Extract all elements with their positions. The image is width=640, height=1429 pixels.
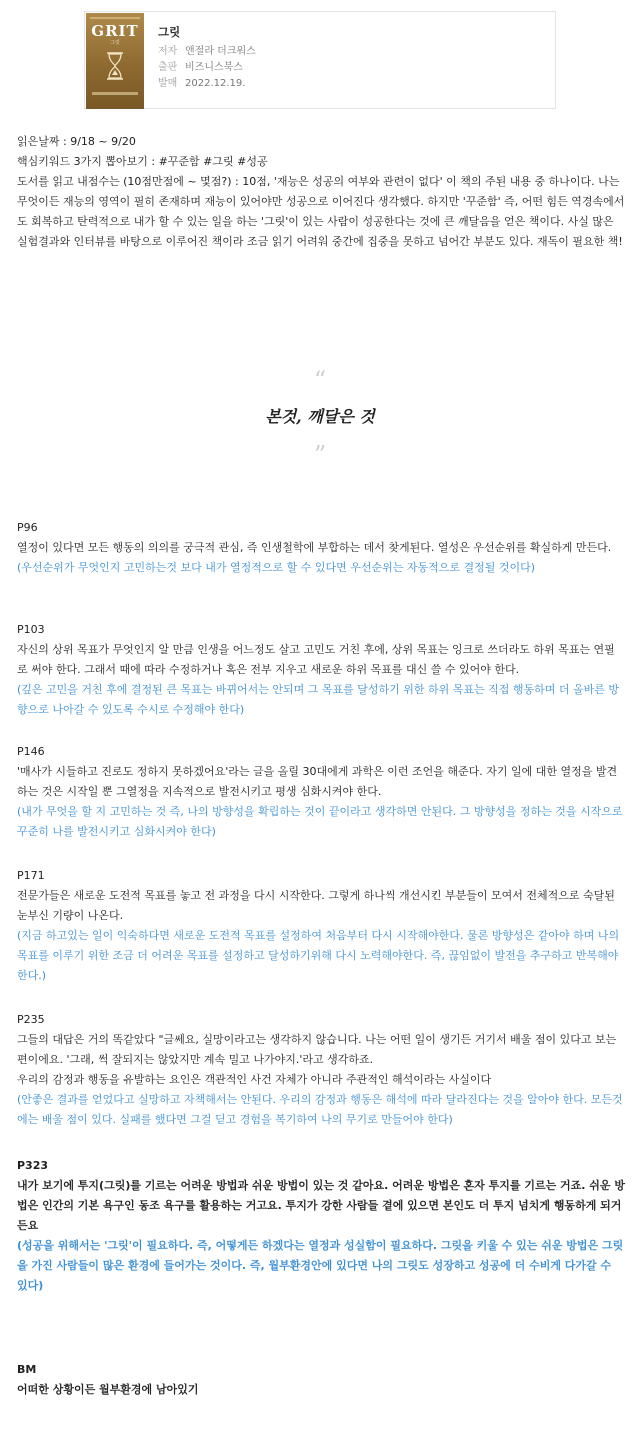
date-value: 2022.12.19. [185, 78, 246, 89]
bm-text: 어떠한 상황이든 월부환경에 남아있기 [17, 1383, 199, 1396]
excerpt-text: 그들의 대답은 거의 똑같았다 "글쎄요, 실망이라고는 생각하지 않습니다. 나는 어떤 일이 생기든 거기서 배울 점이 있다고 보는 편이에요. '그래, 썩 잘되지는 않았지만 계속 밀고 나가야지.'라고 생각하죠. [17, 1033, 617, 1066]
section-p146 [17, 742, 625, 842]
bm-label: BM [17, 1363, 37, 1376]
reflection-note: (깊은 고민을 거친 후에 결정된 큰 목표는 바뀌어서는 안되며 그 목표를 달성하기 위한 하위 목표는 직접 행동하며 더 올바른 방향으로 나아갈 수 있도록 수시로 수정해야 한다) [17, 683, 620, 716]
section-p235 [17, 1010, 625, 1130]
cover-decoration [90, 17, 140, 19]
cover-decoration [92, 92, 138, 95]
date-label: 발매 [158, 78, 178, 89]
reflection-note: (우선순위가 무엇인지 고민하는것 보다 내가 열정적으로 할 수 있다면 우선순위는 자동적으로 결정될 것이다) [17, 561, 536, 574]
page-number: P323 [17, 1159, 49, 1172]
book-info [158, 24, 256, 92]
quote-heading: 본것, 깨달은 것 [265, 407, 375, 426]
publisher-value: 비즈니스북스 [185, 62, 243, 73]
book-card[interactable] [84, 11, 556, 109]
book-title[interactable]: 그릿 [158, 25, 181, 39]
cover-title: GRIT [91, 22, 139, 40]
excerpt-text: 전문가들은 새로운 도전적 목표를 놓고 전 과정을 다시 시작한다. 그렇게 하나씩 개선시킨 부분들이 모여서 전체적으로 숙달된 눈부신 기량이 나온다. [17, 889, 615, 922]
cover-subtitle: 그릿 [110, 40, 120, 46]
excerpt-text: 내가 보기에 투지(그릿)를 기르는 어려운 방법과 쉬운 방법이 있는 것 같아요. 어려운 방법은 혼자 투지를 기르는 거죠. 쉬운 방법은 인간의 기본 욕구인 동조 욕구를 활용하는 거고요. 투지가 강한 사람들 곁에 있으면 본인도 더 투지 넘치게 행동하게 되거든요 [17, 1179, 626, 1232]
reflection-note: (안좋은 결과를 얻었다고 실망하고 자책해서는 안된다. 우리의 감정과 행동은 해석에 따라 달라진다는 것을 알아야 한다. 모든것에는 배울 점이 있다. 실패를 했다면 그걸 딛고 경험을 복기하여 나의 무기로 만들어야 한다) [17, 1093, 623, 1126]
book-author-row [158, 44, 256, 60]
page-number: P235 [17, 1013, 45, 1026]
keywords: 핵심키워드 3가지 뽑아보기 : #꾸준함 #그릿 #성공 [17, 155, 268, 168]
excerpt-text: 열정이 있다면 모든 행동의 의의를 궁극적 관심, 즉 인생철학에 부합하는 데서 찾게된다. 열성은 우선순위를 확실하게 만든다. [17, 541, 612, 554]
quote-block [0, 366, 640, 469]
book-publisher-row [158, 60, 256, 76]
page-number: P96 [17, 521, 38, 534]
reflection-note: (내가 무엇을 할 지 고민하는 것 즉, 나의 방향성을 확립하는 것이 끝이라고 생각하면 안된다. 그 방향성을 정하는 것을 시작으로 꾸준히 나를 발전시키고 심화시켜야 한다) [17, 805, 623, 838]
section-p96 [17, 518, 625, 578]
book-date-row [158, 76, 256, 92]
hourglass-icon [104, 51, 126, 81]
page-number: P146 [17, 745, 45, 758]
review-text: 도서를 읽고 내점수는 (10점만점에 ~ 몇점?) : 10점, '재능은 성공의 여부와 관련이 없다' 이 책의 주된 내용 중 하나이다. 나는 무엇이든 재능의 영역이 필히 존재하며 재능이 있어야만 성공으로 이어진다 생각했다. 하지만 '꾸준함' 즉, 어떤 힘든 역경속에서도 회복하고 탄력적으로 내가 할 수 있는 일을 하는 '그릿'이 있는 사람이 성공한다는 것에 큰 깨달음을 얻은 책이다. 사실 많은 실험결과와 인터뷰를 바탕으로 이루어진 책이라 조금 읽기 어려워 중간에 집중을 못하고 넘어간 부분도 있다. 재독이 필요한 책! [17, 175, 625, 248]
page-number: P171 [17, 869, 45, 882]
excerpt-text: '매사가 시들하고 진로도 정하지 못하겠어요'라는 글을 올릴 30대에게 과학은 이런 조언을 해준다. 자기 일에 대한 열정을 발견하는 것은 시작일 뿐 그열정을 지속적으로 발전시키고 평생 심화시켜야 한다. [17, 765, 618, 798]
excerpt-text: 자신의 상위 목표가 무엇인지 알 만큼 인생을 어느정도 살고 고민도 거친 후에, 상위 목표는 잉크로 쓰더라도 하위 목표는 연필로 써야 한다. 그래서 때에 따라 수정하거나 혹은 전부 지우고 새로운 하위 목표를 대신 쓸 수 있어야 한다. [17, 643, 615, 676]
intro-section [17, 132, 625, 252]
close-quote-icon: ” [313, 441, 327, 469]
section-p171 [17, 866, 625, 986]
open-quote-icon: “ [313, 366, 327, 394]
page-number: P103 [17, 623, 45, 636]
section-bm [17, 1360, 625, 1400]
section-p323 [17, 1156, 625, 1296]
read-date: 읽은날짜 : 9/18 ~ 9/20 [17, 135, 136, 148]
reflection-note: (성공을 위해서는 '그릿'이 필요하다. 즉, 어떻게든 하겠다는 열정과 성실함이 필요하다. 그릿을 키울 수 있는 쉬운 방법은 그릿을 가진 사람들이 많은 환경에 들어가는 것이다. 즉, 월부환경안에 있다면 나의 그릿도 성장하고 성공에 더 수비게 다가갈 수 있다) [17, 1239, 624, 1292]
section-p103 [17, 620, 625, 720]
author-value: 앤절라 더크워스 [185, 46, 256, 57]
publisher-label: 출판 [158, 62, 178, 73]
reflection-note: (지금 하고있는 일이 익숙하다면 새로운 도전적 목표를 설정하여 처음부터 다시 시작해야한다. 물론 방향성은 같아야 하며 나의 목표를 이루기 위한 조금 더 어려운 목표를 설정하고 달성하기위해 다시 노력해야한다. 즉, 끊임없이 발전을 추구하고 반복해야한다.) [17, 929, 620, 982]
author-label: 저자 [158, 46, 178, 57]
book-cover-image[interactable] [86, 13, 144, 109]
excerpt-text-2: 우리의 감정과 행동을 유발하는 요인은 객관적인 사건 자체가 아니라 주관적인 해석이라는 사실이다 [17, 1073, 492, 1086]
